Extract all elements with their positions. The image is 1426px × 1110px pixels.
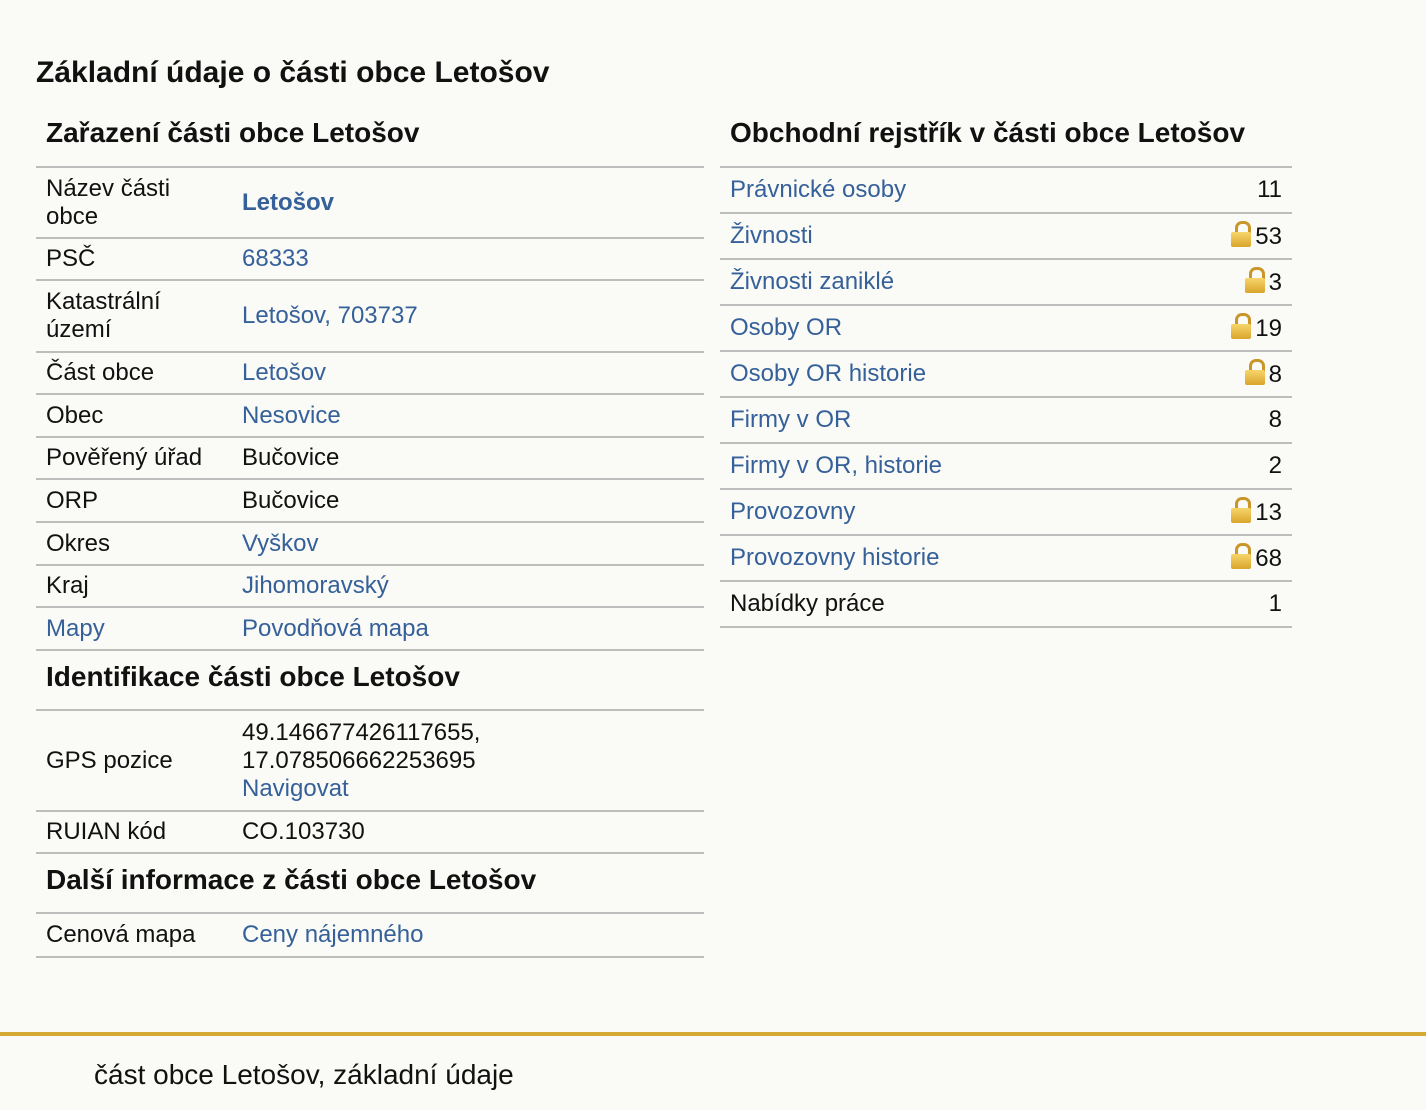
kraj-link[interactable]: Jihomoravský [242,572,389,599]
row-key: Pověřený úřad [36,437,232,479]
count: 53 [1255,223,1282,250]
count: 2 [1158,443,1292,489]
lock-icon [1231,221,1251,247]
row-key: Okres [36,522,232,565]
dalsi-table [36,914,704,958]
table-row [720,168,1292,213]
row-key: Katastrální území [36,280,232,352]
osoby-or-link[interactable]: Osoby OR [730,314,843,341]
osoby-or-historie-link[interactable]: Osoby OR historie [730,360,927,387]
obchodni-heading: Obchodní rejstřík v části obce Letošov [720,112,1292,168]
table-row [36,280,704,352]
table-row [36,394,704,437]
table-row [720,581,1292,627]
zarazeni-table [36,168,704,651]
table-row [36,352,704,394]
katastralni-uzemi-link[interactable]: Letošov, 703737 [242,302,418,329]
count: 68 [1255,545,1282,572]
povodnova-mapa-link[interactable]: Povodňová mapa [242,614,429,642]
count: 19 [1255,315,1282,342]
provozovny-historie-link[interactable]: Provozovny historie [730,544,940,571]
count: 8 [1268,361,1282,388]
count: 8 [1158,397,1292,443]
count: 13 [1255,499,1282,526]
table-row [720,489,1292,535]
table-row [36,565,704,607]
cast-obce-name-link[interactable]: Letošov [242,188,335,216]
cenova-mapa-label: Cenová mapa [36,914,232,957]
psc-link[interactable]: 68333 [242,245,309,272]
table-row [36,168,704,238]
zivnosti-zanikle-link[interactable]: Živnosti zaniklé [730,268,895,295]
row-key: ORP [36,479,232,522]
row-key: Část obce [36,352,232,394]
row-key: PSČ [36,238,232,280]
lock-icon [1231,313,1251,339]
cast-obce-link[interactable]: Letošov [242,359,327,386]
gps-value [232,711,704,811]
table-row [720,259,1292,305]
lock-icon [1245,267,1265,293]
zarazeni-heading: Zařazení části obce Letošov [36,112,704,168]
mapy-link[interactable]: Mapy [46,614,105,642]
dalsi-heading: Další informace z části obce Letošov [36,854,704,914]
gps-lat: 49.146677426117655, [242,718,481,746]
count: 1 [1158,581,1292,627]
footer-text: část obce Letošov, základní údaje [94,1059,514,1090]
okres-link[interactable]: Vyškov [242,529,319,557]
navigovat-link[interactable]: Navigovat [242,774,349,802]
obec-link[interactable]: Nesovice [242,401,341,429]
obchodni-table [720,168,1292,628]
firmy-v-or-historie-link[interactable]: Firmy v OR, historie [730,452,943,479]
left-column [36,112,704,958]
row-key: Kraj [36,565,232,607]
right-column [720,112,1292,628]
table-row [720,397,1292,443]
table-row [36,811,704,853]
pravnicke-osoby-link[interactable]: Právnické osoby [730,176,907,203]
gps-label: GPS pozice [36,711,232,811]
lock-icon [1245,359,1265,385]
table-row [720,351,1292,397]
count: 11 [1158,168,1292,213]
ruian-value: CO.103730 [232,811,704,853]
table-row [36,479,704,522]
table-row [720,213,1292,259]
table-row [36,607,704,650]
lock-icon [1231,543,1251,569]
firmy-v-or-link[interactable]: Firmy v OR [730,406,852,433]
page-title: Základní údaje o části obce Letošov [36,56,550,89]
nabidky-prace-label: Nabídky práce [720,581,1158,627]
ruian-label: RUIAN kód [36,811,232,853]
zivnosti-link[interactable]: Živnosti [730,222,813,249]
povereny-urad-value: Bučovice [232,437,704,479]
table-row [720,443,1292,489]
table-row [720,535,1292,581]
footer [0,1032,1426,1110]
table-row [36,711,704,811]
count: 3 [1268,269,1282,296]
table-row [720,305,1292,351]
provozovny-link[interactable]: Provozovny [730,498,856,525]
table-row [36,437,704,479]
identifikace-heading: Identifikace části obce Letošov [36,651,704,711]
lock-icon [1231,497,1251,523]
identifikace-table [36,711,704,854]
row-key: Název části obce [36,168,232,238]
row-key: Obec [36,394,232,437]
table-row [36,914,704,957]
orp-value: Bučovice [232,479,704,522]
table-row [36,522,704,565]
gps-lon: 17.078506662253695 [242,746,476,774]
table-row [36,238,704,280]
ceny-najemneho-link[interactable]: Ceny nájemného [242,921,424,948]
